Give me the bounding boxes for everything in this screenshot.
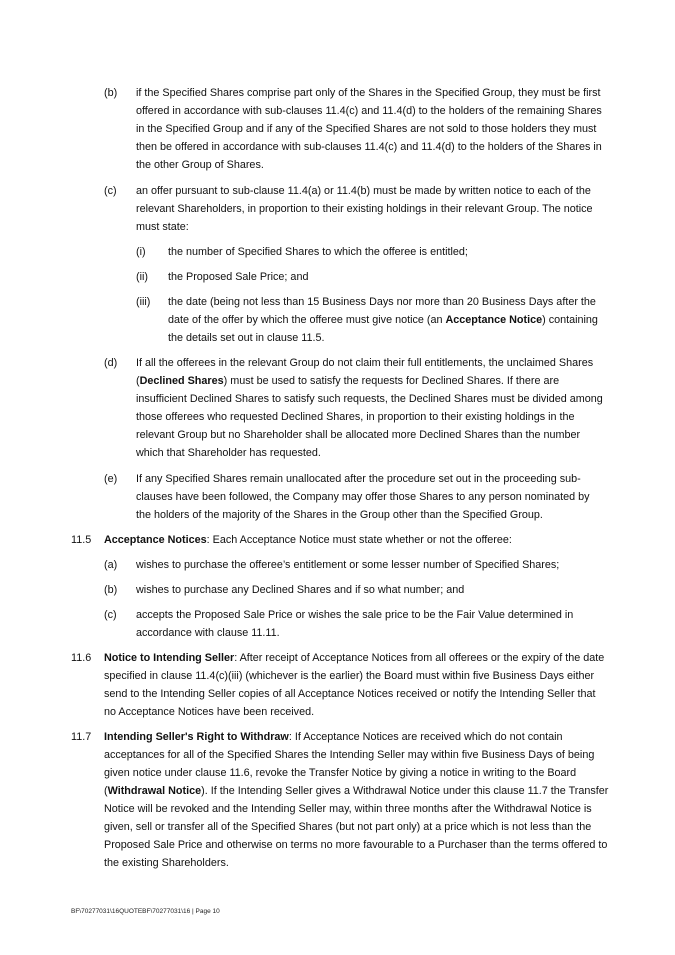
subitem-text-ii: the Proposed Sale Price; and <box>168 271 309 283</box>
clause-number-11-5: 11.5 <box>71 534 92 546</box>
clause-11-5-text-b: wishes to purchase any Declined Shares and if so what number; and <box>136 584 465 596</box>
item-text-e: If any Specified Shares remain unallocated after the procedure set out in the proceeding sub-clauses have been followed, the Company may offer those Shares to any person nominated by the holders of the majority of the Shares in the Group other than the Specified Group. <box>136 473 590 521</box>
clause-11-5-text-a: wishes to purchase the offeree’s entitlement or some lesser number of Specified Shares; <box>136 559 560 571</box>
item-label-d: (d) <box>104 357 118 369</box>
item-text-d: If all the offerees in the relevant Group do not claim their full entitlements, the unclaimed Shares (Declined Shares) must be used to satisfy the requests for Declined Shares. If there are insufficient Declined Shares to satisfy such requests, the Declined Shares must be divided among those offerees who requested Declined Shares, in proportion to their existing holdings in the relevant Group but no Shareholder shall be allocated more Declined Shares than the number which that Shareholder has requested. <box>136 357 603 459</box>
clause-11-5-text-c: accepts the Proposed Sale Price or wishes the sale price to be the Fair Value determined in accordance with clause 11.11. <box>136 609 574 639</box>
defined-term-withdrawal-notice: Withdrawal Notice <box>107 785 202 797</box>
clause-number-11-6: 11.6 <box>71 652 92 664</box>
clause-11-5-label-b: (b) <box>104 584 118 596</box>
clause-text-11-5: Acceptance Notices: Each Acceptance Notice must state whether or not the offeree: <box>104 534 512 546</box>
item-label-c: (c) <box>104 185 117 197</box>
clause-number-11-7: 11.7 <box>71 731 92 743</box>
defined-term-acceptance-notice: Acceptance Notice <box>445 314 543 326</box>
subitem-text-i: the number of Specified Shares to which the offeree is entitled; <box>168 246 468 258</box>
item-text-c: an offer pursuant to sub-clause 11.4(a) or 11.4(b) must be made by written notice to each of the relevant Shareholders, in proportion to their existing holdings in their relevant Group. The notice must state: <box>136 185 593 233</box>
clause-11-5-label-a: (a) <box>104 559 118 571</box>
clause-heading-11-7: Intending Seller's Right to Withdraw <box>104 731 289 743</box>
page-footer: BF\70277031\16QUOTEBF\70277031\16 | Page 10 <box>71 908 220 915</box>
clause-11-5-label-c: (c) <box>104 609 117 621</box>
item-text-b: if the Specified Shares comprise part only of the Shares in the Specified Group, they must be first offered in accordance with sub-clauses 11.4(c) and 11.4(d) to the holders of the remaining Shares in the Specified Group and if any of the Specified Shares are not sold to those holders they must then be offered in accordance with sub-clauses 11.4(c) and 11.4(d) to the holders of the Shares in the other Group of Shares. <box>136 87 602 171</box>
clause-text-11-6: Notice to Intending Seller: After receipt of Acceptance Notices from all offerees or the expiry of the date specified in clause 11.4(c)(iii) (whichever is the earlier) the Board must within five Business Days either send to the Intending Seller copies of all Acceptance Notices received or notify the Intending Seller that no Acceptance Notices have been received. <box>104 652 605 718</box>
subitem-label-ii: (ii) <box>136 271 148 283</box>
item-label-b: (b) <box>104 87 118 99</box>
subitem-text-iii: the date (being not less than 15 Business Days nor more than 20 Business Days after the date of the offer by which the offeree must give notice (an Acceptance Notice) containing the details set out in clause 11.5. <box>168 296 598 344</box>
clause-text-11-7: Intending Seller's Right to Withdraw: If Acceptance Notices are received which do not contain acceptances for all of the Specified Shares the Intending Seller may within five Business Days of being given notice under clause 11.6, revoke the Transfer Notice by giving a notice in writing to the Board (Withdrawal Notice). If the Intending Seller gives a Withdrawal Notice under this clause 11.7 the Transfer Notice will be revoked and the Intending Seller may, within three months after the Withdrawal Notice is given, sell or transfer all of the Specified Shares (but not part only) at a price which is not less than the Proposed Sale Price and otherwise on terms no more favourable to a Purchaser than the terms offered to the existing Shareholders. <box>104 731 609 869</box>
subitem-label-i: (i) <box>136 246 146 258</box>
clause-heading-11-6: Notice to Intending Seller <box>104 652 235 664</box>
clause-heading-11-5: Acceptance Notices <box>104 534 207 546</box>
defined-term-declined-shares: Declined Shares <box>139 375 224 387</box>
item-label-e: (e) <box>104 473 118 485</box>
subitem-label-iii: (iii) <box>136 296 151 308</box>
